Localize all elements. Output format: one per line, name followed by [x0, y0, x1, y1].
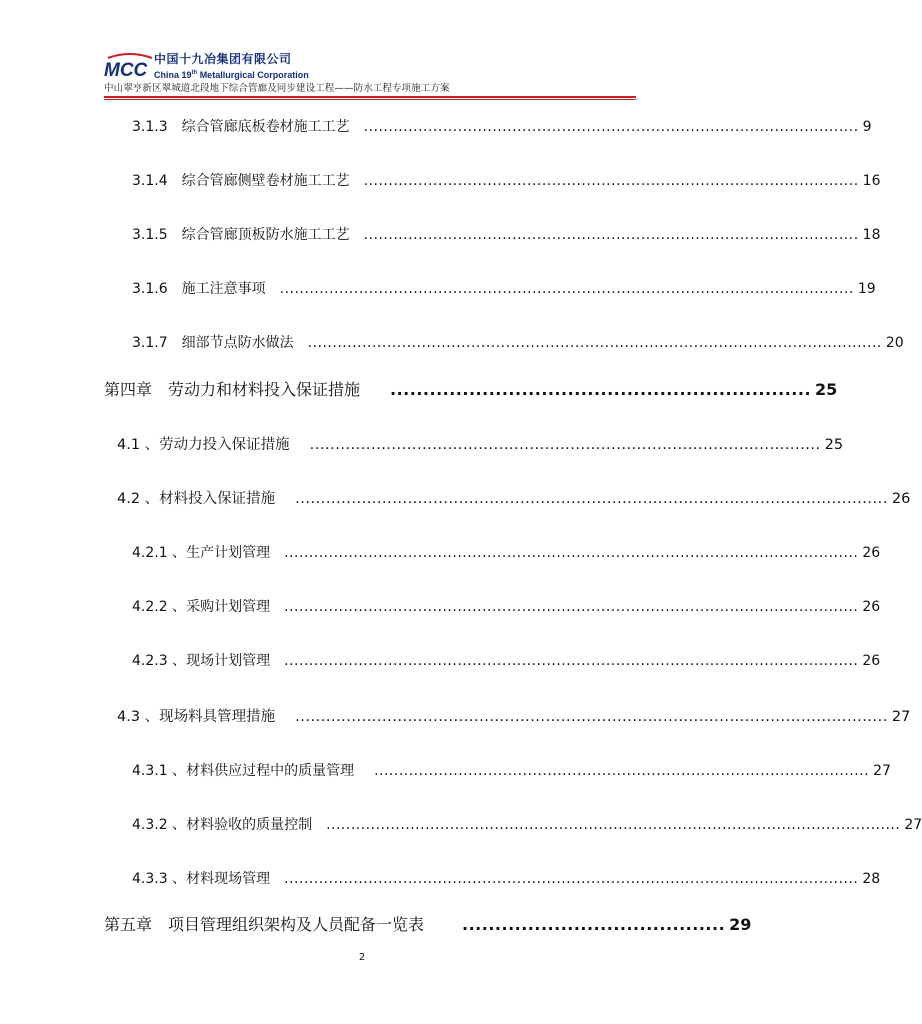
toc-chapter-page: 29: [729, 915, 752, 934]
toc-entry-page: 16: [862, 173, 881, 189]
toc-entry-label: 3.1.7 细部节点防水做法: [132, 335, 294, 351]
company-en-suffix: Metallurgical Corporation: [197, 70, 309, 80]
toc-leader: ................................................................: [390, 380, 812, 399]
toc-entry-label: 3.1.4 综合管廊侧壁卷材施工工艺: [132, 173, 350, 189]
toc-entry-page: 9: [862, 119, 872, 135]
toc-entry[interactable]: [132, 650, 881, 670]
toc-chapter[interactable]: [104, 377, 838, 400]
toc-entry[interactable]: [117, 705, 911, 726]
toc-entry-label: 3.1.3 综合管廊底板卷材施工工艺: [132, 119, 350, 135]
toc-leader: ....................................................................................................: [363, 173, 859, 189]
toc-entry-page: 26: [862, 545, 881, 561]
toc-entry-page: 28: [862, 871, 881, 887]
toc-entry[interactable]: [132, 278, 876, 298]
toc-leader: ....................................................................................................................: [284, 545, 859, 561]
company-name-cn: 中国十九冶集团有限公司: [154, 52, 292, 66]
toc-leader: ....................................................................................................................: [284, 653, 859, 669]
toc-leader: ....................................................................................................................: [326, 817, 901, 833]
toc-chapter-label: 第五章 项目管理组织架构及人员配备一览表: [104, 915, 425, 934]
toc-entry-label: 4.2.3 、现场计划管理: [132, 653, 271, 669]
toc-leader: ....................................................................................................................: [295, 491, 888, 507]
toc-entry-label: 3.1.5 综合管廊顶板防水施工工艺: [132, 227, 350, 243]
toc-entry[interactable]: [132, 332, 904, 352]
company-en-sup: th: [191, 70, 198, 76]
toc-entry-page: 26: [891, 491, 911, 507]
toc-leader: ....................................................................................................................: [295, 709, 888, 725]
toc-entry-page: 25: [824, 437, 844, 453]
toc-entry-page: 27: [904, 817, 922, 833]
toc-chapter-label: 第四章 劳动力和材料投入保证措施: [104, 380, 361, 399]
toc-entry-label: 4.2.1 、生产计划管理: [132, 545, 271, 561]
toc-entry[interactable]: [132, 170, 881, 190]
toc-entry-page: 20: [885, 335, 904, 351]
toc-leader: ........................................: [462, 915, 726, 934]
toc-leader: ....................................................................................................: [363, 227, 859, 243]
toc-entry[interactable]: [132, 224, 881, 244]
toc-entry-label: 4.3.1 、材料供应过程中的质量管理: [132, 763, 355, 779]
project-title: 中山翠亨新区翠城道北段地下综合管廊及同步建设工程——防水工程专项施工方案: [104, 83, 450, 94]
toc-leader: ....................................................................................................................: [284, 599, 859, 615]
toc-entry-page: 19: [857, 281, 876, 297]
toc-entry[interactable]: [132, 116, 872, 136]
toc-entry[interactable]: [132, 596, 881, 616]
toc-entry[interactable]: [132, 868, 881, 888]
toc-leader: ....................................................................................................: [363, 119, 859, 135]
toc-chapter-page: 25: [815, 380, 838, 399]
toc-entry-page: 27: [891, 709, 911, 725]
toc-entry[interactable]: [117, 487, 911, 508]
toc-entry-page: 18: [862, 227, 881, 243]
toc-leader: ....................................................................................................................: [307, 335, 882, 351]
page-number: 2: [358, 952, 366, 963]
toc-entry-page: 26: [862, 653, 881, 669]
toc-entry-page: 26: [862, 599, 881, 615]
toc-entry-label: 4.1 、劳动力投入保证措施: [117, 437, 290, 453]
toc-leader: ....................................................................................................: [374, 763, 870, 779]
toc-entry[interactable]: [132, 814, 922, 834]
toc-entry[interactable]: [132, 760, 891, 780]
toc-entry-label: 3.1.6 施工注意事项: [132, 281, 266, 297]
toc-entry-label: 4.3 、现场料具管理措施: [117, 709, 276, 725]
svg-text:MCC: MCC: [104, 60, 148, 81]
toc-entry[interactable]: [132, 542, 881, 562]
toc-entry-label: 4.2.2 、采购计划管理: [132, 599, 271, 615]
toc-entry-label: 4.3.3 、材料现场管理: [132, 871, 271, 887]
toc-leader: ....................................................................................................: [309, 437, 821, 453]
company-en-prefix: China 19: [154, 70, 192, 80]
toc-leader: ....................................................................................................................: [279, 281, 854, 297]
toc-entry-label: 4.2 、材料投入保证措施: [117, 491, 276, 507]
toc-entry-label: 4.3.2 、材料验收的质量控制: [132, 817, 313, 833]
toc-chapter[interactable]: [104, 912, 752, 935]
toc-entry[interactable]: [117, 433, 844, 454]
toc-entry-page: 27: [873, 763, 891, 779]
toc-leader: ....................................................................................................................: [284, 871, 859, 887]
